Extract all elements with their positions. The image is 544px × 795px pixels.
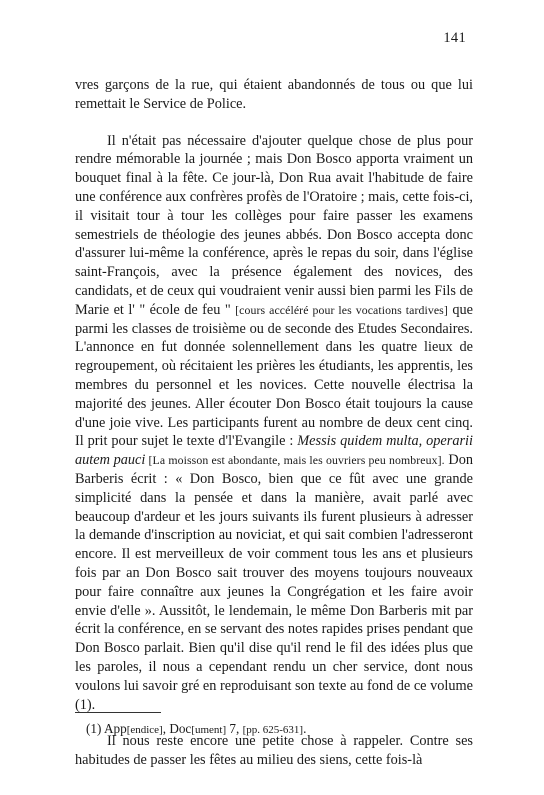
footnote-doc-rest: [ument] bbox=[191, 724, 227, 736]
paragraph-2 bbox=[75, 132, 473, 715]
editorial-note-translation: [La moisson est abondante, mais les ouvriers peu nombreux]. bbox=[145, 453, 445, 468]
footnote-end: . bbox=[303, 721, 307, 736]
footnote-num: 7, bbox=[226, 721, 243, 736]
footnote bbox=[86, 720, 306, 739]
latin-quote: Messis quidem multa, operarii autem pauci bbox=[75, 433, 473, 469]
body-text bbox=[75, 76, 473, 770]
editorial-note-vocations: [cours accéléré pour les vocations tardives] bbox=[235, 302, 448, 317]
footnote-app: App bbox=[103, 721, 127, 736]
footnote-pages: [pp. 625-631] bbox=[242, 724, 304, 736]
page-number: 141 bbox=[443, 30, 466, 46]
footnote-divider bbox=[75, 712, 161, 713]
footnote-marker: (1) bbox=[86, 721, 102, 736]
paragraph-2-part-a: Il n'était pas nécessaire d'ajouter quelque chose de plus pour rendre mémorable la journée ; mais Don Bosco apporta vraiment un bouquet final à la fête. Ce jour-là, Don Rua avait l'habitude de faire une conférence aux confrères profès de l'Oratoire ; mais, cette fois-ci, il visitait tour à tour les collèges pour faire passer les examens semestriels de théologie des jeunes abbés. Don Bosco accepta donc d'assurer lui-même la conférence, après le repas du soir, dans l'église saint-François, avec la présence également des novices, des candidats, et de ceux qui voudraient venir aussi bien parmi les Fils de Marie et l' " école de feu " bbox=[75, 132, 473, 318]
paragraph-2-part-b: que parmi les classes de troisième ou de seconde des Etudes Secondaires. L'annonce en fut donnée solennellement dans les quatre lieux de regroupement, où récitaient les prières les étudiants, les apprentis, les membres du personnel et les novices. Cette nouvelle électrisa la majorité des jeunes. Aller écouter Don Bosco était toujours la cause d'une joie vive. Les participants furent au nombre de deux cent cinq. Il prit pour sujet le texte d'l'Evangile : bbox=[75, 301, 473, 450]
footnote-app-rest: [endice] bbox=[126, 724, 163, 736]
paragraph-1: vres garçons de la rue, qui étaient abandonnés de tous ou que lui remettait le Service de Police. bbox=[75, 77, 473, 112]
footnote-doc: , Doc bbox=[162, 721, 192, 736]
paragraph-3: Il nous reste encore une petite chose à rappeler. Contre ses habitudes de passer les fêtes au milieu des siens, cette fois-là bbox=[75, 733, 473, 769]
paragraph-2-part-c: Don Barberis écrit : « Don Bosco, bien que ce fût avec une grande simplicité dans la pensée et dans la manière, avait parlé avec beaucoup d'ardeur et les jours suivants ils furent plusieurs à adresser la demande d'inscription au noviciat, et qui sait combien l'adresseront encore. Il est merveilleux de voir comment tous les ans et plusieurs fois par an Don Bosco sait trouver des moyens toujours nouveaux pour faire connaître aux jeunes la Congrégation et les faire avoir envie d'elle ». Aussitôt, le lendemain, le même Don Barberis mit par écrit la conférence, en se servant des notes rapides prises pendant que Don Bosco parlait. Bien qu'il dise qu'il rend le fil des idées plus que les paroles, il nous a cependant rendu un cher service, dont nous voulons lui savoir gré en reproduisant son texte au fond de ce volume (1). bbox=[75, 452, 474, 713]
